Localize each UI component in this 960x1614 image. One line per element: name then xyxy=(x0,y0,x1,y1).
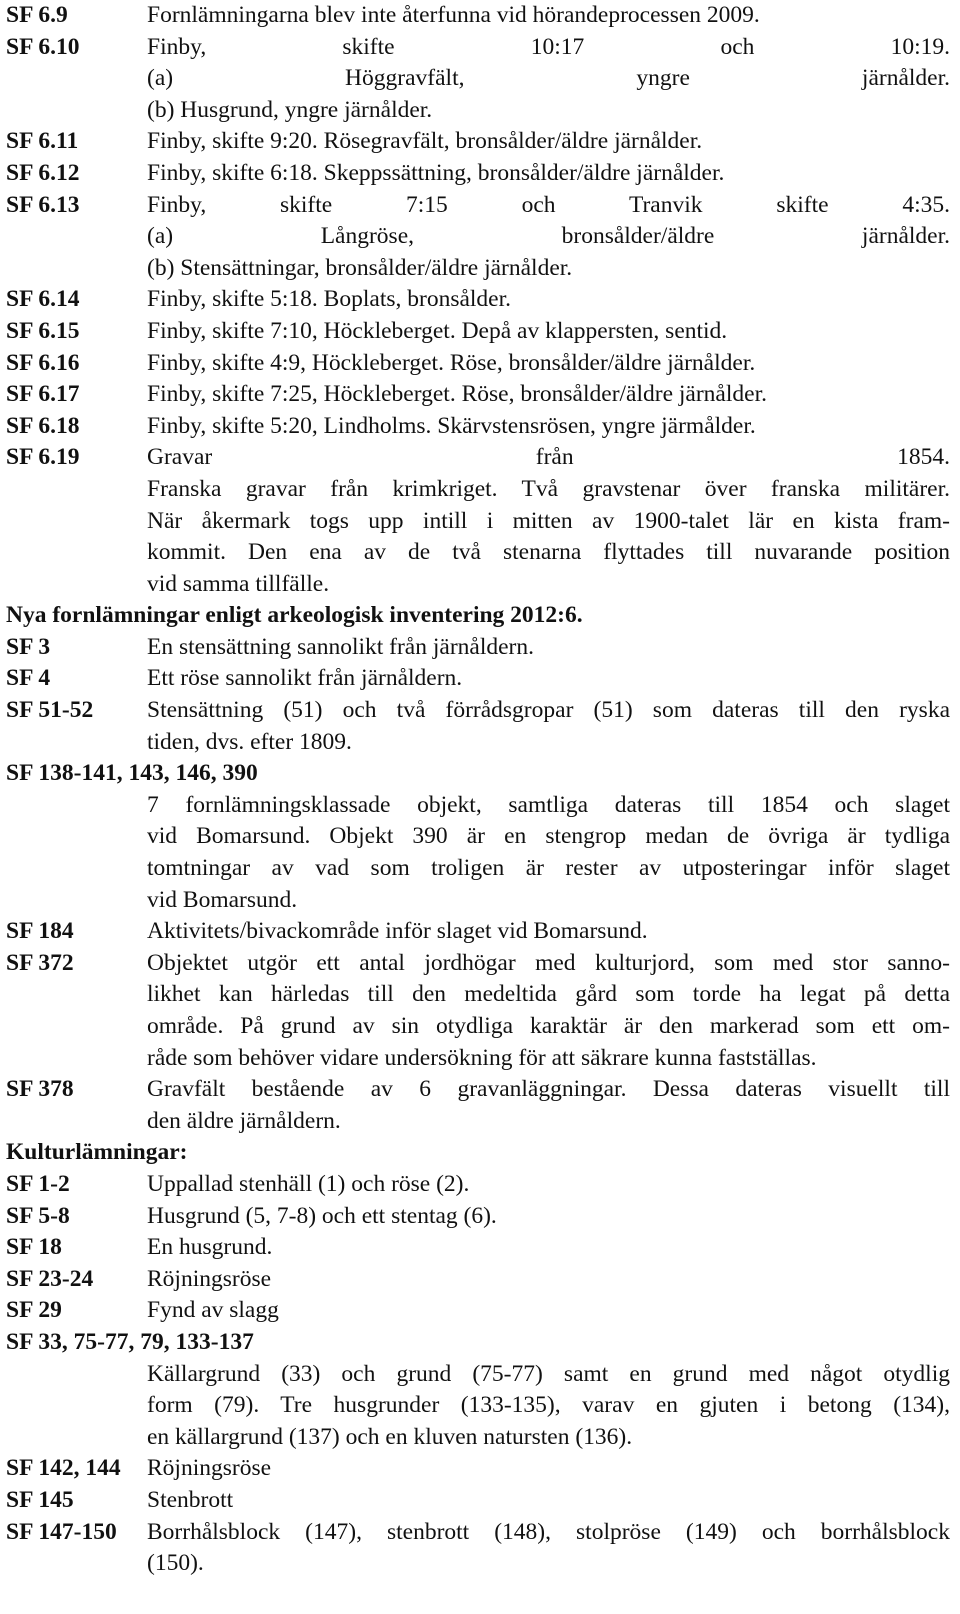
description-line: Finby, skifte 5:20, Lindholms. Skärvstensrösen, yngre järmålder. xyxy=(147,412,756,439)
description-line: den äldre järnåldern. xyxy=(147,1107,341,1134)
description-line: (b) Husgrund, yngre järnålder. xyxy=(147,96,433,123)
entry-row xyxy=(6,1517,950,1580)
entry-code: SF 184 xyxy=(6,918,74,945)
description-line: Finby, skifte 6:18. Skeppssättning, bronsålder/äldre järnålder. xyxy=(147,159,725,186)
entries-section-4 xyxy=(6,1169,950,1327)
description-line: Objektet utgör ett antal jordhögar med kulturjord, som med stor sanno- xyxy=(147,949,950,976)
entry-code: SF 6.14 xyxy=(6,286,80,313)
entry-code: SF 6.9 xyxy=(6,2,68,28)
description-line: Husgrund (5, 7-8) och ett stentag (6). xyxy=(147,1202,497,1229)
description-line: (a) Höggravfält, yngre järnålder. xyxy=(147,65,950,92)
entry-row xyxy=(6,663,950,695)
entry-code: SF 372 xyxy=(6,949,74,976)
entry-code: SF 18 xyxy=(6,1234,62,1261)
entry-row xyxy=(6,1264,950,1296)
description-line: Finby, skifte 9:20. Rösegravfält, bronsålder/äldre järnålder. xyxy=(147,128,703,155)
entry-row xyxy=(6,284,950,316)
entry-description xyxy=(147,632,950,664)
entry-description xyxy=(147,1232,950,1264)
entry-description xyxy=(147,1453,950,1485)
description-line: Röjningsröse xyxy=(147,1265,272,1292)
entry-description xyxy=(147,1517,950,1580)
description-line: Gravar från 1854. xyxy=(147,444,950,471)
entry-description xyxy=(147,348,950,380)
description-line: (a) Långröse, bronsålder/äldre järnålder. xyxy=(147,223,950,250)
entry-row xyxy=(6,0,950,32)
description-line: en källargrund (137) och en kluven natursten (136). xyxy=(147,1423,633,1450)
entry-code: SF 138-141, 143, 146, 390 xyxy=(6,760,258,787)
description-line: Stensättning (51) och två förrådsgropar (51) som dateras till den ryska xyxy=(147,697,950,724)
entry-description xyxy=(147,916,950,948)
entry-description xyxy=(147,190,950,285)
entry-code: SF 33, 75-77, 79, 133-137 xyxy=(6,1328,254,1355)
entry-row xyxy=(6,1295,950,1327)
entry-description xyxy=(147,695,950,758)
description-line: Fornlämningarna blev inte återfunna vid hörandeprocessen 2009. xyxy=(147,2,760,28)
description-line: vid Bomarsund. Objekt 390 är en stengrop medan de övriga är tydliga xyxy=(147,823,950,850)
entry-description xyxy=(147,663,950,695)
entry-row xyxy=(6,158,950,190)
description-line: vid Bomarsund. xyxy=(147,886,298,913)
entry-row xyxy=(6,442,950,600)
description-line: (150). xyxy=(147,1550,204,1577)
description-line: Finby, skifte 7:15 och Tranvik skifte 4:35. xyxy=(147,191,950,218)
entries-section-2 xyxy=(6,632,950,758)
entry-code: SF 145 xyxy=(6,1486,74,1513)
entry-description xyxy=(147,442,950,600)
description-line: Aktivitets/bivackområde inför slaget vid Bomarsund. xyxy=(147,918,648,945)
entry-code: SF 6.18 xyxy=(6,412,80,439)
entries-section-3 xyxy=(6,916,950,1137)
entry-description xyxy=(147,1295,950,1327)
entry-row xyxy=(6,632,950,664)
entry-description xyxy=(147,411,950,443)
entry-row xyxy=(6,126,950,158)
entry-code: SF 6.13 xyxy=(6,191,80,218)
entry-description xyxy=(147,1201,950,1233)
entry-code: SF 147-150 xyxy=(6,1518,117,1545)
entries-section-1 xyxy=(6,0,950,600)
entry-row xyxy=(6,1453,950,1485)
entry-row xyxy=(6,948,950,1074)
entry-description xyxy=(147,790,950,916)
long-code-row-1 xyxy=(6,758,950,790)
description-line: Källargrund (33) och grund (75-77) samt en grund med något otydlig xyxy=(147,1360,950,1387)
description-line: tomtningar av vad som troligen är rester av utposteringar inför slaget xyxy=(147,855,950,882)
entry-description xyxy=(147,948,950,1074)
long-desc-row-2 xyxy=(6,1359,950,1454)
description-line: Finby, skifte 7:25, Höckleberget. Röse, bronsålder/äldre järnålder. xyxy=(147,381,767,408)
entry-description xyxy=(147,1074,950,1137)
entry-code: SF 142, 144 xyxy=(6,1455,121,1482)
entry-code: SF 6.10 xyxy=(6,33,80,60)
entry-description xyxy=(147,158,950,190)
entry-description xyxy=(147,1485,950,1517)
description-line: Röjningsröse xyxy=(147,1455,272,1482)
entry-row xyxy=(6,348,950,380)
description-line: (b) Stensättningar, bronsålder/äldre järnålder. xyxy=(147,254,573,281)
description-line: Fynd av slagg xyxy=(147,1297,279,1324)
heading-row xyxy=(6,1137,950,1169)
description-line: tiden, dvs. efter 1809. xyxy=(147,728,352,755)
entry-row xyxy=(6,1074,950,1137)
entry-row xyxy=(6,1232,950,1264)
description-line: Gravfält bestående av 6 gravanläggningar. Dessa dateras visuellt till xyxy=(147,1076,950,1103)
entry-code: SF 6.12 xyxy=(6,159,80,186)
entries-section-5 xyxy=(6,1453,950,1579)
description-line: Ett röse sannolikt från järnåldern. xyxy=(147,665,463,692)
description-line: Finby, skifte 4:9, Höckleberget. Röse, bronsålder/äldre järnålder. xyxy=(147,349,756,376)
description-line: Finby, skifte 5:18. Boplats, bronsålder. xyxy=(147,286,512,313)
entry-code: SF 4 xyxy=(6,665,51,692)
description-line: Finby, skifte 10:17 och 10:19. xyxy=(147,33,950,60)
entry-row xyxy=(6,190,950,285)
entry-code: SF 378 xyxy=(6,1076,74,1103)
description-line: vid samma tillfälle. xyxy=(147,570,330,597)
description-line: Franska gravar från krimkriget. Två gravstenar över franska militärer. xyxy=(147,475,950,502)
heading-new-finds: Nya fornlämningar enligt arkeologisk inventering 2012:6. xyxy=(6,602,583,629)
entry-code: SF 5-8 xyxy=(6,1202,70,1229)
description-line: Uppallad stenhäll (1) och röse (2). xyxy=(147,1170,470,1197)
entry-code: SF 6.15 xyxy=(6,317,80,344)
entry-code: SF 3 xyxy=(6,633,51,660)
entry-row xyxy=(6,1201,950,1233)
entry-row xyxy=(6,1169,950,1201)
entry-description xyxy=(147,1359,950,1454)
entry-description xyxy=(147,284,950,316)
entry-code: SF 6.19 xyxy=(6,444,80,471)
entry-code: SF 51-52 xyxy=(6,697,94,724)
long-code-row-2 xyxy=(6,1327,950,1359)
entry-row xyxy=(6,316,950,348)
entry-description xyxy=(147,316,950,348)
entry-row xyxy=(6,32,950,127)
description-line: När åkermark togs upp intill i mitten av 1900-talet lär en kista fram- xyxy=(147,507,950,534)
entry-description xyxy=(147,1169,950,1201)
entry-code: SF 6.16 xyxy=(6,349,80,376)
description-line: 7 fornlämningsklassade objekt, samtliga dateras till 1854 och slaget xyxy=(147,791,950,818)
entry-description xyxy=(147,32,950,127)
entry-description xyxy=(147,379,950,411)
description-line: Stenbrott xyxy=(147,1486,234,1513)
entry-row xyxy=(6,411,950,443)
entry-code: SF 6.11 xyxy=(6,128,79,155)
entry-description xyxy=(147,126,950,158)
heading-cultural-remains: Kulturlämningar: xyxy=(6,1139,188,1166)
entry-code: SF 23-24 xyxy=(6,1265,94,1292)
entry-description xyxy=(147,1264,950,1296)
description-line: En husgrund. xyxy=(147,1234,273,1261)
heading-row xyxy=(6,600,950,632)
entry-code: SF 1-2 xyxy=(6,1170,70,1197)
entry-row xyxy=(6,695,950,758)
entry-code: SF 6.17 xyxy=(6,381,80,408)
entry-row xyxy=(6,916,950,948)
entry-code: SF 29 xyxy=(6,1297,62,1324)
description-line: Borrhålsblock (147), stenbrott (148), stolpröse (149) och borrhålsblock xyxy=(147,1518,950,1545)
description-line: område. På grund av sin otydliga karaktär är den markerad som ett om- xyxy=(147,1013,950,1039)
description-line: kommit. Den ena av de två stenarna flyttades till nuvarande position xyxy=(147,539,950,566)
description-line: form (79). Tre husgrunder (133-135), varav en gjuten i betong (134), xyxy=(147,1392,950,1419)
entry-row xyxy=(6,379,950,411)
entry-description xyxy=(147,0,950,32)
entry-row xyxy=(6,1485,950,1517)
description-line: En stensättning sannolikt från järnåldern. xyxy=(147,633,534,660)
description-line: råde som behöver vidare undersökning för att säkrare kunna fastställas. xyxy=(147,1044,817,1071)
description-line: Finby, skifte 7:10, Höckleberget. Depå av klappersten, sentid. xyxy=(147,317,728,344)
long-desc-row-1 xyxy=(6,790,950,916)
description-line: likhet kan härledas till den medeltida gård som torde ha legat på detta xyxy=(147,981,950,1008)
